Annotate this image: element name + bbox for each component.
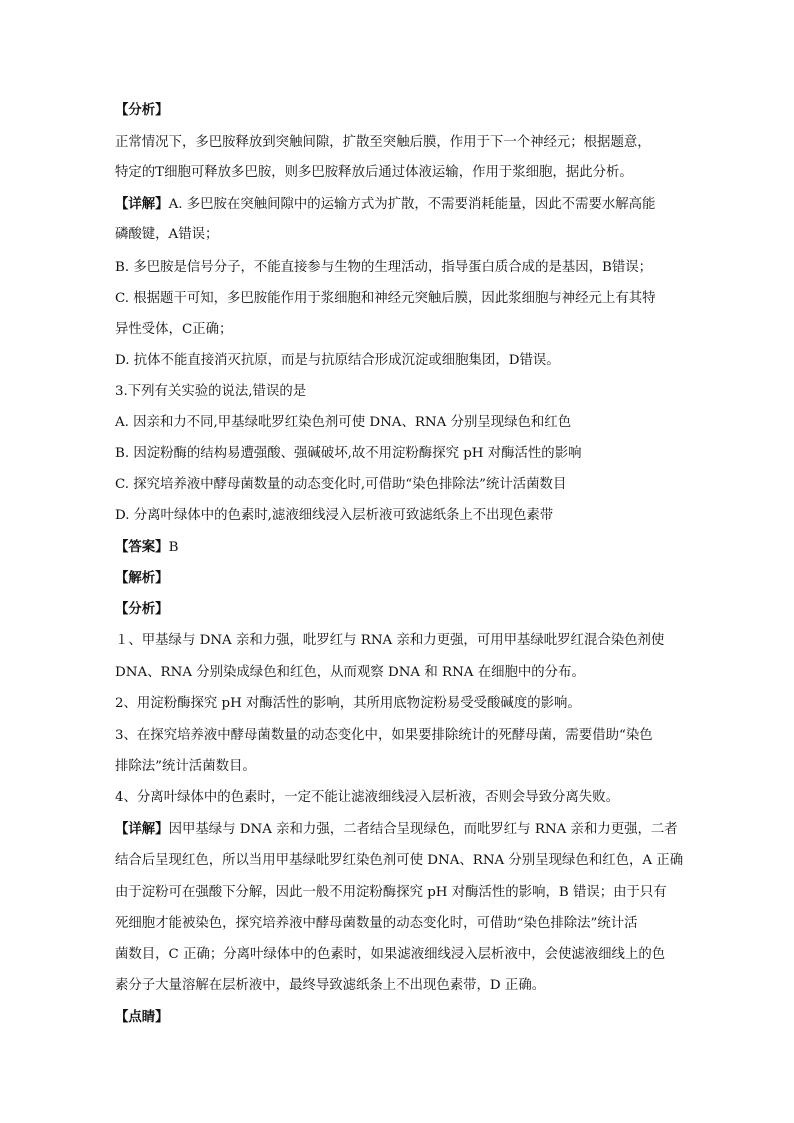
paragraph-line: 菌数目，C 正确；分离叶绿体中的色素时，如果滤液细线浸入层析液中，会使滤液细线上的色 — [115, 947, 666, 962]
detail-text: A. 多巴胺在突触间隙中的运输方式为扩散，不需要消耗能量，因此不需要水解高能 — [168, 197, 656, 212]
detail-label: 【详解】 — [115, 196, 169, 212]
option-a: A. 因亲和力不同,甲基绿吡罗红染色剂可使 DNA、RNA 分别呈现绿色和红色 — [115, 415, 572, 430]
question-stem: 3.下列有关实验的说法,错误的是 — [115, 384, 307, 399]
section-heading-analysis: 【分析】 — [115, 102, 169, 118]
section-heading-note: 【点睛】 — [115, 1009, 169, 1025]
detail-line — [115, 195, 685, 214]
detail-label: 【详解】 — [115, 821, 169, 837]
paragraph-line: 特定的T细胞可释放多巴胺，则多巴胺释放后通过体液运输，作用于浆细胞，据此分析。 — [115, 165, 633, 180]
paragraph-line: 由于淀粉可在强酸下分解，因此一般不用淀粉酶探究 pH 对酶活性的影响，B 错误；由于只有 — [115, 885, 667, 900]
paragraph-line: C. 根据题干可知，多巴胺能作用于浆细胞和神经元突触后膜，因此浆细胞与神经元上有其特 — [115, 291, 656, 306]
option-b: B. 因淀粉酶的结构易遭强酸、强碱破坏,故不用淀粉酶探究 pH 对酶活性的影响 — [115, 446, 582, 461]
paragraph-line: 异性受体，C正确； — [115, 322, 233, 337]
paragraph-line: 磷酸键，A错误； — [115, 227, 219, 242]
paragraph-line: B. 多巴胺是信号分子，不能直接参与生物的生理活动，指导蛋白质合成的是基因，B错误； — [115, 260, 653, 275]
paragraph-line: 排除法”统计活菌数目。 — [115, 759, 256, 774]
paragraph-line: 死细胞才能被染色，探究培养液中酵母菌数量的动态变化时，可借助“染色排除法”统计活 — [115, 916, 638, 931]
paragraph-line: 4、分离叶绿体中的色素时，一定不能让滤液细线浸入层析液，否则会导致分离失败。 — [115, 790, 619, 805]
paragraph-line: 结合后呈现红色，所以当用甲基绿吡罗红染色剂可使 DNA、RNA 分别呈现绿色和红色，A 正确 — [115, 853, 684, 868]
answer-value: B — [168, 540, 179, 555]
paragraph-line: 素分子大量溶解在层析液中，最终导致滤纸条上不出现色素带，D 正确。 — [115, 978, 546, 993]
option-d: D. 分离叶绿体中的色素时,滤液细线浸入层析液可致滤纸条上不出现色素带 — [115, 508, 554, 523]
paragraph-line: 3、在探究培养液中酵母菌数量的动态变化中，如果要排除统计的死酵母菌，需要借助“染色 — [115, 728, 653, 743]
paragraph-line: DNA、RNA 分别染成绿色和红色，从而观察 DNA 和 RNA 在细胞中的分布。 — [115, 665, 585, 680]
section-heading-analysis: 【分析】 — [115, 601, 169, 617]
section-heading-explanation: 【解析】 — [115, 570, 169, 586]
detail-text: 因甲基绿与 DNA 亲和力强，二者结合呈现绿色，而吡罗红与 RNA 亲和力更强，二者 — [168, 822, 678, 837]
answer-label: 【答案】 — [115, 539, 169, 555]
paragraph-line: 2、用淀粉酶探究 pH 对酶活性的影响，其所用底物淀粉易受受酸碱度的影响。 — [115, 696, 581, 711]
option-c: C. 探究培养液中酵母菌数量的动态变化时,可借助“染色排除法”统计活菌数目 — [115, 477, 567, 492]
paragraph-line: 正常情况下，多巴胺释放到突触间隙，扩散至突触后膜，作用于下一个神经元；根据题意， — [115, 135, 651, 150]
answer-line — [115, 538, 685, 557]
paragraph-line: １、甲基绿与 DNA 亲和力强，吡罗红与 RNA 亲和力更强，可用甲基绿吡罗红混合染色剂使 — [115, 633, 665, 648]
detail-line — [115, 820, 685, 839]
paragraph-line: D. 抗体不能直接消灭抗原，而是与抗原结合形成沉淀或细胞集团，D错误。 — [115, 353, 560, 368]
